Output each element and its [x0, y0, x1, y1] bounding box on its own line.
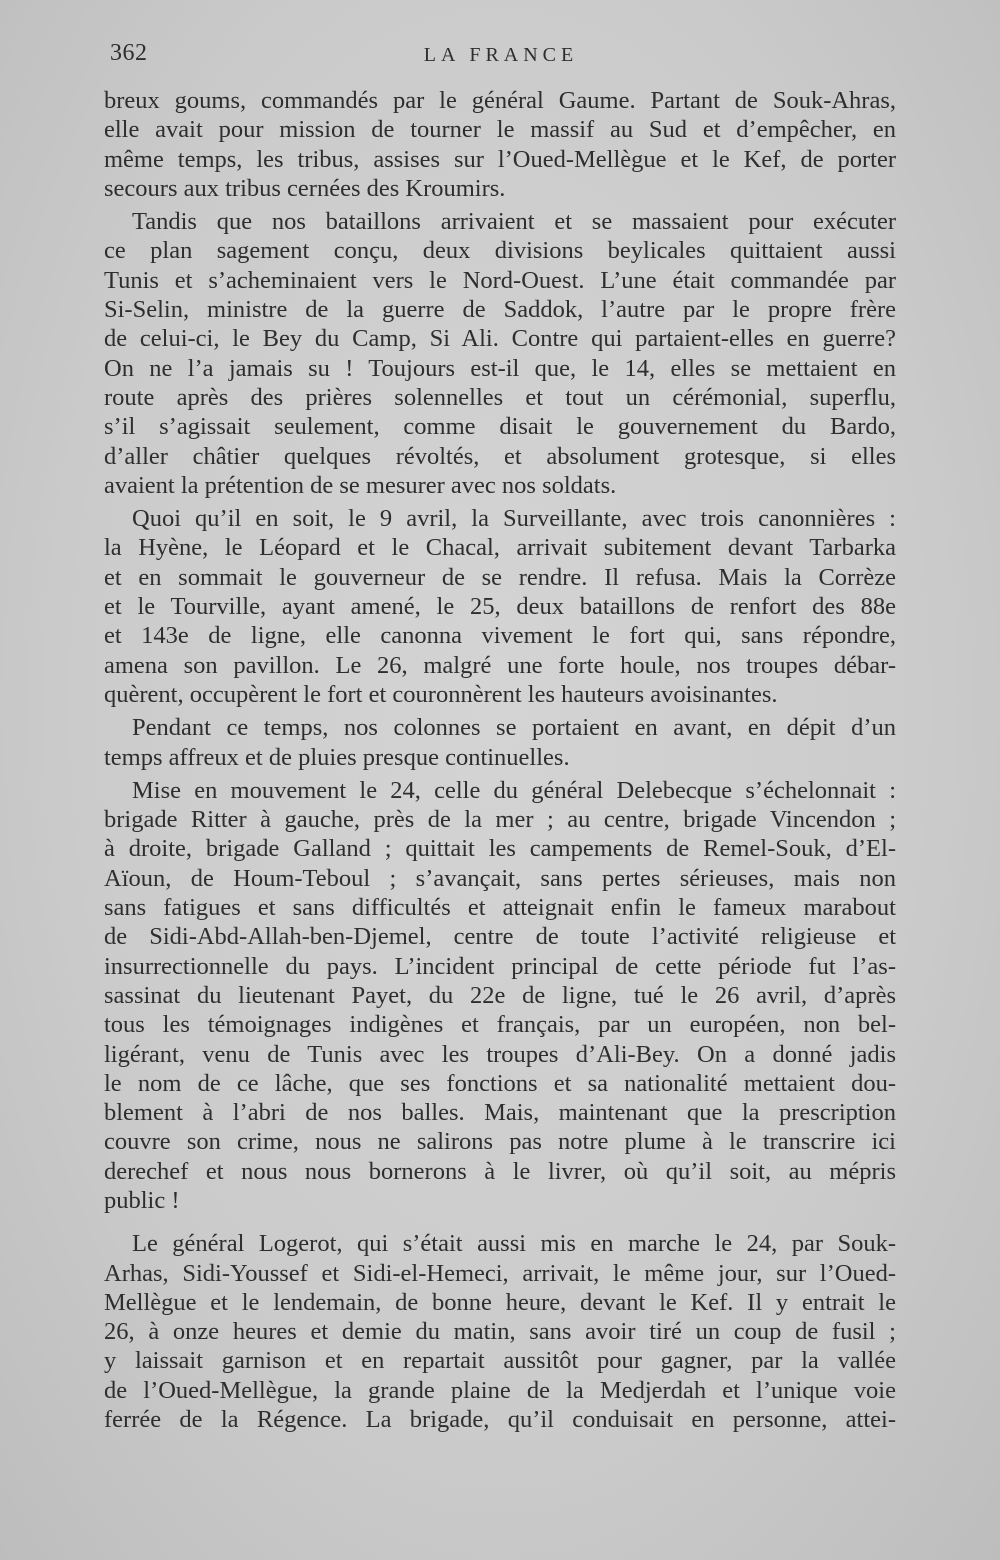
text-line: secours aux tribus cernées des Kroumirs. — [104, 174, 506, 202]
text-line: Le général Logerot, qui s’était aussi mis en marche le 24, par Souk- — [132, 1230, 896, 1258]
text-line: le nom de ce lâche, que ses fonctions et sa nationalité mettaient dou- — [104, 1069, 896, 1097]
text-line: temps affreux et de pluies presque continuelles. — [104, 743, 570, 771]
text-line: et en sommait le gouverneur de se rendre. Il refusa. Mais la Corrèze — [104, 563, 896, 591]
text-line: Mise en mouvement le 24, celle du général Delebecque s’échelonnait : — [132, 776, 896, 804]
text-line: ligérant, venu de Tunis avec les troupes d’Ali-Bey. On a donné jadis — [104, 1040, 896, 1068]
text-line: la Hyène, le Léopard et le Chacal, arrivait subitement devant Tarbarka — [104, 534, 896, 562]
text-line: Pendant ce temps, nos colonnes se portaient en avant, en dépit d’un — [132, 714, 896, 742]
text-line: d’aller châtier quelques révoltés, et absolument grotesque, si elles — [104, 442, 896, 470]
text-line: et le Tourville, ayant amené, le 25, deux bataillons de renfort des 88e — [104, 593, 896, 621]
text-line: de Sidi-Abd-Allah-ben-Djemel, centre de toute l’activité religieuse et — [104, 923, 896, 951]
text-line: Quoi qu’il en soit, le 9 avril, la Surveillante, avec trois canonnières : — [132, 505, 896, 533]
text-line: elle avait pour mission de tourner le massif au Sud et d’empêcher, en — [104, 116, 896, 144]
text-line: Tunis et s’acheminaient vers le Nord-Ouest. L’une était commandée par — [104, 266, 896, 294]
text-line: breux goums, commandés par le général Gaume. Partant de Souk-Ahras, — [104, 87, 896, 114]
text-line: sans fatigues et sans difficultés et atteignait enfin le fameux marabout — [104, 894, 896, 922]
text-line: même temps, les tribus, assises sur l’Oued-Mellègue et le Kef, de porter — [104, 145, 896, 173]
text-line: de celui-ci, le Bey du Camp, Si Ali. Contre qui partaient-elles en guerre? — [104, 325, 896, 353]
text-line: Tandis que nos bataillons arrivaient et se massaient pour exécuter — [132, 208, 896, 236]
text-line: sassinat du lieutenant Payet, du 22e de ligne, tué le 26 avril, d’après — [104, 981, 896, 1009]
page-number: 362 — [110, 40, 148, 66]
text-line: s’il s’agissait seulement, comme disait le gouvernement du Bardo, — [104, 413, 896, 441]
text-line: ce plan sagement conçu, deux divisions beylicales quittaient aussi — [104, 237, 896, 265]
text-line: quèrent, occupèrent le fort et couronnèrent les hauteurs avoisinantes. — [104, 680, 778, 708]
text-line: Arhas, Sidi-Youssef et Sidi-el-Hemeci, arrivait, le même jour, sur l’Oued- — [104, 1259, 896, 1287]
text-line: brigade Ritter à gauche, près de la mer ; au centre, brigade Vincendon ; — [104, 806, 896, 834]
text-line: 26, à onze heures et demie du matin, sans avoir tiré un coup de fusil ; — [104, 1318, 896, 1346]
text-line: de l’Oued-Mellègue, la grande plaine de la Medjerdah et l’unique voie — [104, 1376, 896, 1404]
text-line: On ne l’a jamais su ! Toujours est-il que, le 14, elles se mettaient en — [104, 354, 896, 382]
text-line: avaient la prétention de se mesurer avec nos soldats. — [104, 471, 617, 499]
text-line: ferrée de la Régence. La brigade, qu’il conduisait en personne, attei- — [104, 1406, 896, 1434]
text-line: insurrectionnelle du pays. L’incident principal de cette période fut l’as- — [104, 952, 896, 980]
text-line: y laissait garnison et en repartait aussitôt pour gagner, par la vallée — [104, 1347, 896, 1375]
running-head: LA FRANCE — [423, 44, 579, 66]
body-text — [104, 86, 896, 1434]
text-line: couvre son crime, nous ne salirons pas notre plume à le transcrire ici — [104, 1128, 896, 1156]
page-header — [110, 40, 892, 74]
text-line: public ! — [104, 1186, 180, 1214]
text-line: route après des prières solennelles et tout un cérémonial, superflu, — [104, 383, 896, 411]
text-line: à droite, brigade Galland ; quittait les campements de Remel-Souk, d’El- — [104, 835, 896, 863]
text-line: Si-Selin, ministre de la guerre de Saddok, l’autre par le propre frère — [104, 296, 896, 324]
text-line: Mellègue et le lendemain, de bonne heure, devant le Kef. Il y entrait le — [104, 1288, 896, 1316]
text-line: derechef et nous nous bornerons à le livrer, où qu’il soit, au mépris — [104, 1157, 896, 1185]
text-line: Aïoun, de Houm-Teboul ; s’avançait, sans pertes sérieuses, mais non — [104, 864, 896, 892]
text-line: et 143e de ligne, elle canonna vivement le fort qui, sans répondre, — [104, 622, 896, 650]
text-line: blement à l’abri de nos balles. Mais, maintenant que la prescription — [104, 1099, 896, 1127]
text-line: amena son pavillon. Le 26, malgré une forte houle, nos troupes débar- — [104, 651, 896, 679]
text-line: tous les témoignages indigènes et français, par un européen, non bel- — [104, 1011, 896, 1039]
